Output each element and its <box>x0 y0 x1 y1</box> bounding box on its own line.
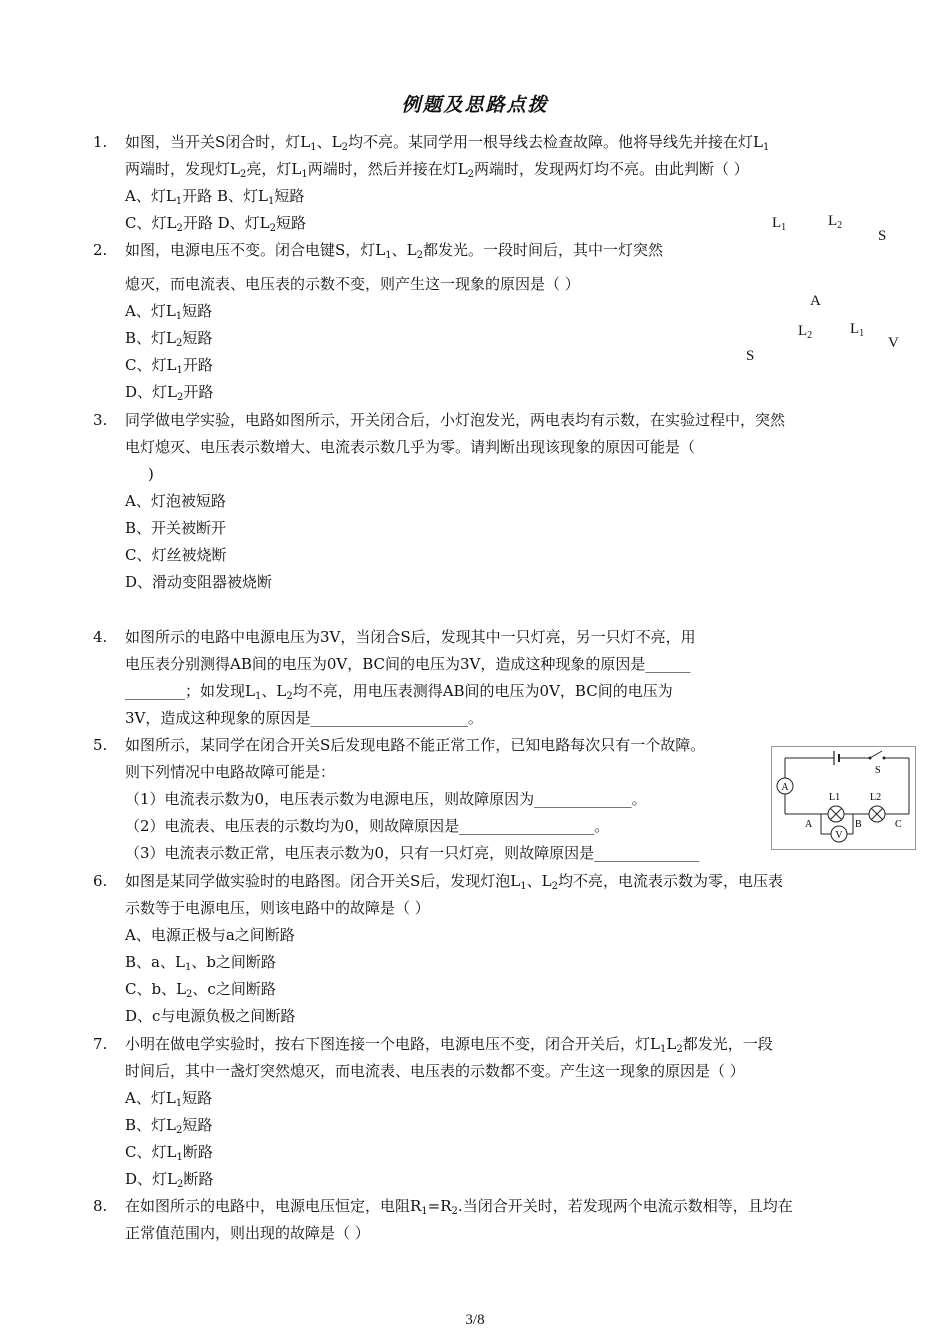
q3-option-c: C、灯丝被烧断 <box>125 546 227 564</box>
point-a-label: A <box>805 819 813 830</box>
q1-options-ab: A、灯$L_1$开路 B、灯$L_1$短路 <box>125 187 305 207</box>
page-title: 例题及思路点拨 <box>401 94 549 116</box>
point-b-label: B <box>855 819 862 830</box>
q3-line-3: ) <box>148 465 154 483</box>
fig2-lamp2-label: $L_2$ <box>798 323 813 341</box>
q3-option-d: D、滑动变阻器被烧断 <box>125 573 273 591</box>
question-number-3: 3. <box>93 411 108 429</box>
q6-line-1: 如图是某同学做实验时的电路图。闭合开关S后，发现灯泡$L_1$、$L_2$均不亮，电流表示数为零，电压表 <box>125 872 783 892</box>
question-number-6: 6. <box>93 872 108 890</box>
q2-option-d: D、灯$L_2$开路 <box>125 383 214 403</box>
fig1-switch-label: S <box>878 228 887 244</box>
q2-line-1: 如图，电源电压不变。闭合电键S，灯$L_1$、$L_2$都发光。一段时间后，其中一灯突然 <box>125 241 663 261</box>
q7-line-1: 小明在做电学实验时，按右下图连接一个电路，电源电压不变，闭合开关后，灯$L_1L_2$都发光，一段 <box>125 1035 773 1055</box>
q4-line-2: 电压表分别测得AB间的电压为0V，BC间的电压为3V，造成这种现象的原因是______ <box>125 655 691 673</box>
question-number-5: 5. <box>93 736 108 754</box>
question-number-2: 2. <box>93 241 108 259</box>
fig2-voltmeter-label: V <box>888 335 899 351</box>
q7-option-b: B、灯$L_2$短路 <box>125 1116 213 1136</box>
question-number-7: 7. <box>93 1035 108 1053</box>
q1-options-cd: C、灯$L_2$开路 D、灯$L_2$短路 <box>125 214 306 234</box>
fig2-switch-label: S <box>746 348 755 364</box>
fig1-lamp1-label: $L_1$ <box>772 215 787 233</box>
q5-case-1: （1）电流表示数为0，电压表示数为电源电压，则故障原因为_____________。 <box>125 790 647 808</box>
q7-option-c: C、灯$L_1$断路 <box>125 1143 213 1163</box>
q4-line-1: 如图所示的电路中电源电压为3V，当闭合S后，发现其中一只灯亮，另一只灯不亮，用 <box>125 628 696 646</box>
switch-blade <box>870 751 882 758</box>
question-number-4: 4. <box>93 628 108 646</box>
lamp1-label: L1 <box>829 792 841 803</box>
q2-line-2: 熄灭，而电流表、电压表的示数不变，则产生这一现象的原因是（ ） <box>125 275 580 293</box>
q4-line-4: 3V，造成这种现象的原因是_____________________。 <box>125 709 483 727</box>
question-number-8: 8. <box>93 1197 108 1215</box>
q7-option-a: A、灯$L_1$短路 <box>125 1089 213 1109</box>
q5-line-2: 则下列情况中电路故障可能是： <box>125 763 336 781</box>
q8-line-2: 正常值范围内，则出现的故障是（ ） <box>125 1224 370 1242</box>
q7-line-2: 时间后，其中一盏灯突然熄灭，而电流表、电压表的示数都不变。产生这一现象的原因是（ ） <box>125 1062 745 1080</box>
q2-option-c: C、灯$L_1$开路 <box>125 356 213 376</box>
lamp2-label: L2 <box>870 792 882 803</box>
question-number-1: 1. <box>93 133 108 151</box>
point-c-label: C <box>895 819 902 830</box>
q1-line-2: 两端时，发现灯$L_2$亮，灯$L_1$两端时，然后并接在灯$L_2$两端时，发现两灯均不亮。由此判断（ ） <box>125 160 749 180</box>
voltmeter-label: V <box>835 830 843 841</box>
q6-option-b: B、a、$L_1$、b之间断路 <box>125 953 276 973</box>
q3-line-1: 同学做电学实验，电路如图所示，开关闭合后，小灯泡发光，两电表均有示数，在实验过程中，突然 <box>125 411 786 429</box>
q2-option-a: A、灯$L_1$短路 <box>125 302 213 322</box>
q3-option-b: B、开关被断开 <box>125 519 227 537</box>
q3-option-a: A、灯泡被短路 <box>125 492 226 510</box>
q6-option-c: C、b、$L_2$、c之间断路 <box>125 980 276 1000</box>
q1-line-1: 如图，当开关S闭合时，灯$L_1$、$L_2$均不亮。某同学用一根导线去检查故障。他将导线先并接在灯$L_1$ <box>125 133 770 153</box>
q5-case-2: （2）电流表、电压表的示数均为0，则故障原因是__________________。 <box>125 817 610 835</box>
ammeter-label: A <box>781 782 789 793</box>
q6-line-2: 示数等于电源电压，则该电路中的故障是（ ） <box>125 899 430 917</box>
switch-label: S <box>875 765 881 776</box>
q5-circuit-diagram <box>771 746 916 850</box>
fig2-lamp1-label: $L_1$ <box>850 321 865 339</box>
q3-line-2: 电灯熄灭、电压表示数增大、电流表示数几乎为零。请判断出现该现象的原因可能是（ <box>125 438 696 456</box>
q6-option-d: D、c与电源负极之间断路 <box>125 1007 296 1025</box>
fig2-ammeter-label: A <box>810 293 821 309</box>
q2-option-b: B、灯$L_2$短路 <box>125 329 213 349</box>
q7-option-d: D、灯$L_2$断路 <box>125 1170 214 1190</box>
q8-line-1: 在如图所示的电路中，电源电压恒定，电阻$R_1=R_2$.当闭合开关时，若发现两个电流示数相等，且均在 <box>125 1197 793 1217</box>
q6-option-a: A、电源正极与a之间断路 <box>125 926 295 944</box>
page-number: 3/8 <box>465 1312 485 1328</box>
q4-line-3: ________；如发现$L_1$、$L_2$均不亮，用电压表测得AB间的电压为0V，BC间的电压为 <box>125 682 673 702</box>
fig1-lamp2-label: $L_2$ <box>828 213 843 231</box>
q5-case-3: （3）电流表示数正常，电压表示数为0，只有一只灯亮，则故障原因是______________ <box>125 844 700 862</box>
q5-line-1: 如图所示，某同学在闭合开关S后发现电路不能正常工作，已知电路每次只有一个故障。 <box>125 736 706 754</box>
